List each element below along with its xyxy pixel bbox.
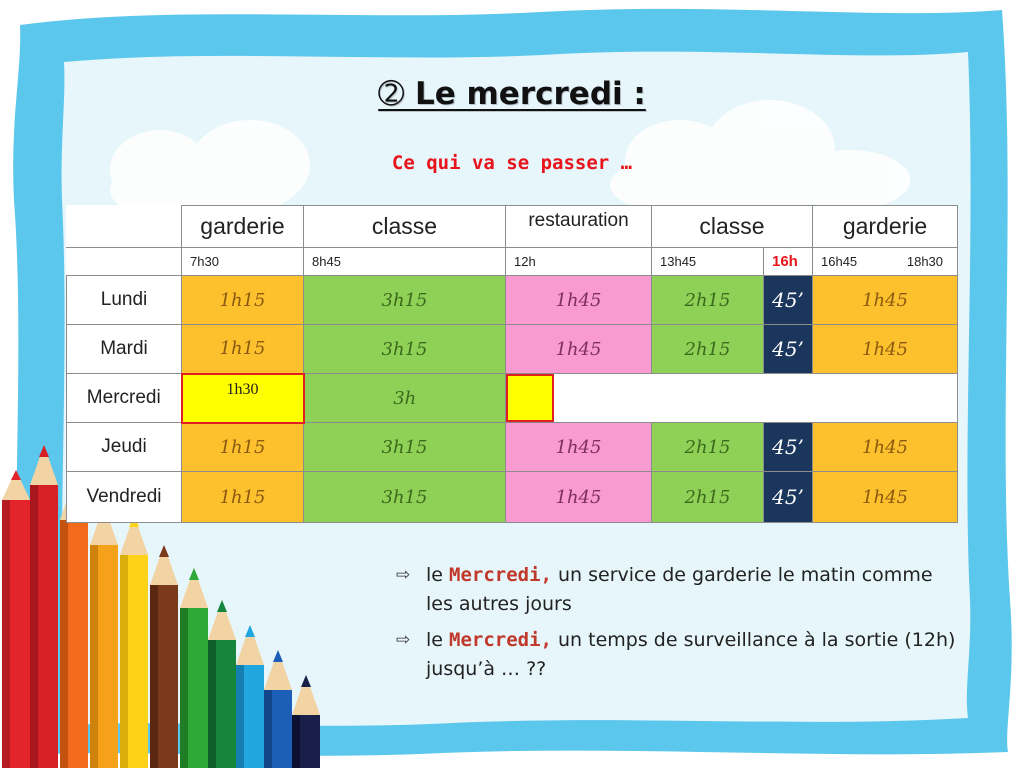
bullet-prefix: le	[426, 629, 450, 651]
duration-garderie: 1h45	[813, 423, 958, 472]
duration-restauration: 1h45	[506, 325, 652, 374]
day-label: Mardi	[67, 325, 182, 374]
header-row	[67, 206, 958, 248]
duration-dismissal: 45’	[764, 472, 813, 523]
duration-classe: 3h15	[304, 325, 506, 374]
duration-restauration: 1h45	[506, 423, 652, 472]
wednesday-supervision-marker	[506, 374, 554, 422]
duration-dismissal: 45’	[764, 325, 813, 374]
time-lunch: 12h	[506, 248, 652, 276]
header-garderie-evening: garderie	[813, 206, 958, 248]
wednesday-classe: 3h	[304, 374, 506, 423]
duration-garderie: 1h45	[813, 276, 958, 325]
header-classe-afternoon: classe	[652, 206, 813, 248]
row-mardi	[67, 325, 958, 374]
row-lundi	[67, 276, 958, 325]
corner-cell	[67, 248, 182, 276]
duration-garderie: 1h15	[182, 276, 304, 325]
schedule-table	[66, 205, 958, 523]
bullet-keyword: Mercredi,	[449, 629, 552, 651]
duration-garderie: 1h15	[182, 472, 304, 523]
day-label: Jeudi	[67, 423, 182, 472]
duration-restauration: 1h45	[506, 276, 652, 325]
bullet-prefix: le	[426, 564, 450, 586]
bullet-text: un temps de surveillance à la sortie (12h) jusqu’à … ??	[426, 629, 956, 680]
hollow-right-arrow-icon: ⇨	[396, 630, 411, 650]
duration-classe: 2h15	[652, 472, 764, 523]
duration-garderie: 1h45	[813, 325, 958, 374]
day-label: Mercredi	[67, 374, 182, 423]
duration-classe: 2h15	[652, 423, 764, 472]
duration-classe: 2h15	[652, 276, 764, 325]
header-classe-morning: classe	[304, 206, 506, 248]
time-evening-end: 18h30	[906, 254, 944, 269]
duration-classe: 3h15	[304, 472, 506, 523]
day-label: Vendredi	[67, 472, 182, 523]
duration-garderie: 1h45	[813, 472, 958, 523]
time-start: 7h30	[182, 248, 304, 276]
time-dismissal: 16h	[764, 248, 813, 276]
time-class-start: 8h45	[304, 248, 506, 276]
time-afternoon: 13h45	[652, 248, 764, 276]
bullet-item	[396, 561, 956, 619]
duration-classe: 3h15	[304, 423, 506, 472]
duration-garderie: 1h15	[182, 423, 304, 472]
time-row	[67, 248, 958, 276]
wednesday-afternoon-empty	[506, 374, 958, 423]
row-jeudi	[67, 423, 958, 472]
header-restauration: restauration	[506, 206, 652, 248]
slide-subtitle: Ce qui va se passer …	[391, 152, 633, 174]
bullet-item	[396, 626, 956, 684]
hollow-right-arrow-icon: ⇨	[396, 565, 411, 585]
corner-cell	[67, 206, 182, 248]
duration-garderie: 1h15	[182, 325, 304, 374]
day-label: Lundi	[67, 276, 182, 325]
row-vendredi	[67, 472, 958, 523]
bullet-text: un service de garderie le matin comme les autres jours	[426, 564, 933, 615]
duration-classe: 2h15	[652, 325, 764, 374]
duration-dismissal: 45’	[764, 276, 813, 325]
bullet-keyword: Mercredi,	[449, 564, 552, 586]
time-evening	[813, 248, 958, 276]
duration-classe: 3h15	[304, 276, 506, 325]
header-garderie-morning: garderie	[182, 206, 304, 248]
slide-title: ➁ Le mercredi :	[378, 76, 646, 112]
duration-dismissal: 45’	[764, 423, 813, 472]
duration-restauration: 1h45	[506, 472, 652, 523]
wednesday-garderie: 1h30	[182, 374, 304, 423]
bullet-list	[396, 561, 956, 691]
time-evening-start: 16h45	[821, 254, 858, 269]
row-mercredi	[67, 374, 958, 423]
